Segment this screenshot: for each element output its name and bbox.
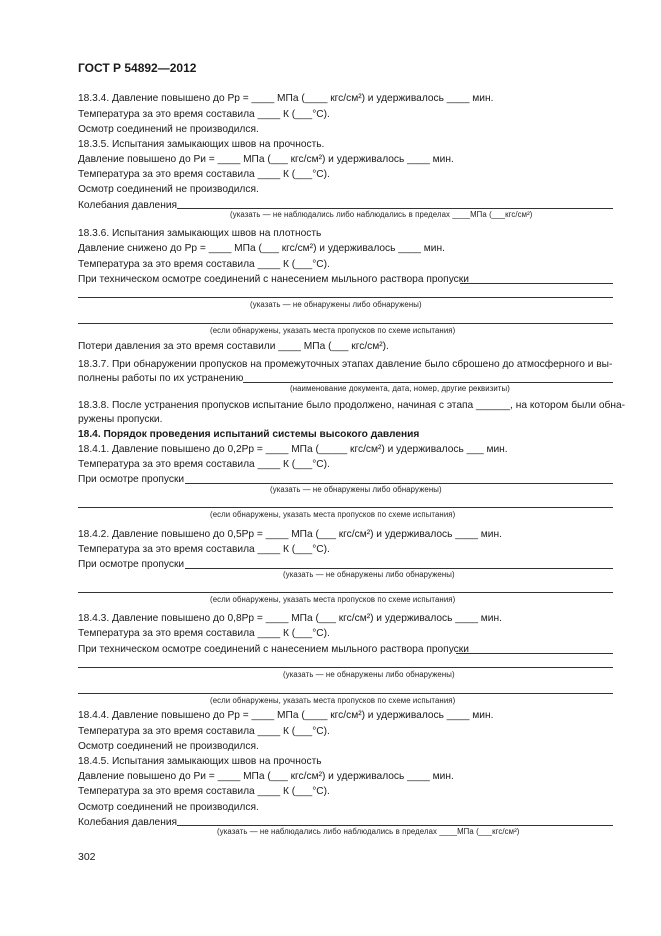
fill-line: [185, 483, 613, 484]
text-line: 18.4.5. Испытания замыкающих швов на прочность: [78, 756, 322, 767]
text-line: Давление повышено до Pи = ____ МПа (___ кгс/см²) и удерживалось ____ мин.: [78, 771, 454, 782]
text-line: Осмотр соединений не производился.: [78, 124, 259, 135]
field-caption: (наименование документа, дата, номер, другие реквизиты): [290, 384, 510, 393]
fill-line: [78, 297, 613, 298]
text-line: Температура за это время составила ____ К (___°С).: [78, 169, 330, 180]
text-line: Давление повышено до Pи = ____ МПа (___ кгс/см²) и удерживалось ____ мин.: [78, 154, 454, 165]
fill-line: [243, 382, 613, 383]
fill-line: [78, 323, 613, 324]
field-label: Колебания давления: [78, 817, 178, 828]
fill-line: [185, 568, 613, 569]
text-line: Температура за это время составила ____ К (___°С).: [78, 628, 330, 639]
text-line: 18.3.4. Давление повышено до Pр = ____ МПа (____ кгс/см²) и удерживалось ____ мин.: [78, 93, 494, 104]
fill-line: [78, 667, 613, 668]
document-header: ГОСТ Р 54892—2012: [78, 61, 197, 75]
fill-line: [78, 693, 613, 694]
text-line: 18.4.2. Давление повышено до 0,5Pр = ____ МПа (___ кгс/см²) и удерживалось ____ мин.: [78, 529, 502, 540]
field-caption: (указать — не наблюдались либо наблюдались в пределах ____МПа (___кгс/см²): [230, 210, 533, 219]
text-line: 18.4.1. Давление повышено до 0,2Pр = ____ МПа (_____ кгс/см²) и удерживалось ___ мин.: [78, 444, 508, 455]
fill-line: [456, 653, 613, 654]
text-line: 18.3.5. Испытания замыкающих швов на прочность.: [78, 139, 325, 150]
text-line: Температура за это время составила ____ К (___°С).: [78, 459, 330, 470]
text-line: Температура за это время составила ____ К (___°С).: [78, 786, 330, 797]
field-caption: (если обнаружены, указать места пропусков по схеме испытания): [210, 326, 456, 335]
field-label: При техническом осмотре соединений с нанесением мыльного раствора пропуски: [78, 644, 469, 655]
field-caption: (указать — не обнаружены либо обнаружены): [250, 300, 422, 309]
text-line: Осмотр соединений не производился.: [78, 802, 259, 813]
field-label: полнены работы по их устранению: [78, 373, 244, 384]
text-line: Осмотр соединений не производился.: [78, 741, 259, 752]
field-caption: (указать — не обнаружены либо обнаружены): [270, 485, 442, 494]
text-line: 18.3.7. При обнаружении пропусков на промежуточных этапах давление было сброшено до атмосферного и вы-: [78, 359, 613, 370]
fill-line: [177, 208, 613, 209]
text-line: Температура за это время составила ____ К (___°С).: [78, 544, 330, 555]
fill-line: [78, 592, 613, 593]
section-heading: 18.4. Порядок проведения испытаний системы высокого давления: [78, 429, 420, 440]
field-label: При техническом осмотре соединений с нанесением мыльного раствора пропуски: [78, 274, 469, 285]
text-line: Температура за это время составила ____ К (___°С).: [78, 259, 330, 270]
text-line: Температура за это время составила ____ К (___°С).: [78, 726, 330, 737]
text-line: 18.3.8. После устранения пропусков испытание было продолжено, начиная с этапа ______, на котором были обна-: [78, 400, 626, 411]
text-line: Температура за это время составила ____ К (___°С).: [78, 109, 330, 120]
text-line: Давление снижено до Pр = ____ МПа (___ кгс/см²) и удерживалось ____ мин.: [78, 243, 445, 254]
page-number: 302: [78, 851, 96, 863]
field-caption: (указать — не обнаружены либо обнаружены): [283, 670, 455, 679]
field-label: При осмотре пропуски: [78, 559, 185, 570]
text-line: Осмотр соединений не производился.: [78, 184, 259, 195]
text-line: 18.3.6. Испытания замыкающих швов на плотность: [78, 228, 322, 239]
field-label: При осмотре пропуски: [78, 474, 185, 485]
text-line: ружены пропуски.: [78, 414, 163, 425]
text-line: 18.4.3. Давление повышено до 0,8Pр = ____ МПа (___ кгс/см²) и удерживалось ____ мин.: [78, 613, 502, 624]
field-label: Колебания давления: [78, 200, 178, 211]
text-line: Потери давления за это время составили ____ МПа (___ кгс/см²).: [78, 341, 389, 352]
fill-line: [78, 507, 613, 508]
field-caption: (если обнаружены, указать места пропусков по схеме испытания): [210, 595, 456, 604]
text-line: 18.4.4. Давление повышено до Pр = ____ МПа (____ кгс/см²) и удерживалось ____ мин.: [78, 710, 494, 721]
fill-line: [460, 283, 613, 284]
field-caption: (если обнаружены, указать места пропусков по схеме испытания): [210, 696, 456, 705]
field-caption: (указать — не обнаружены либо обнаружены): [283, 570, 455, 579]
field-caption: (если обнаружены, указать места пропусков по схеме испытания): [210, 510, 456, 519]
fill-line: [177, 825, 613, 826]
field-caption: (указать — не наблюдались либо наблюдались в пределах ____МПа (___кгс/см²): [217, 827, 520, 836]
